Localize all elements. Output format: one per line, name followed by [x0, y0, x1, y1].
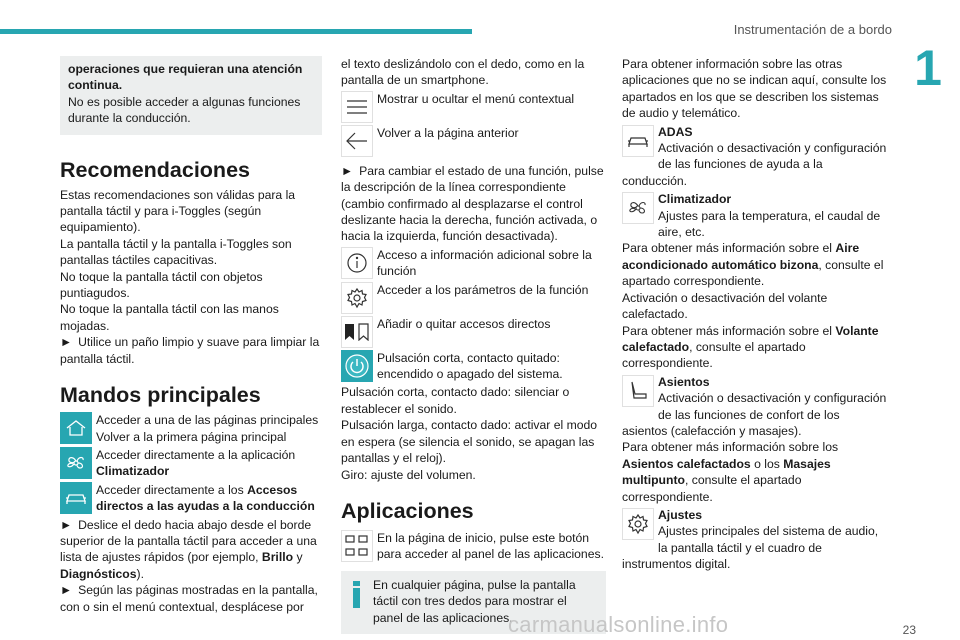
adas-bold: Accesos directos a las ayudas a la conducción — [96, 482, 315, 514]
clima-bold: Climatizador — [96, 464, 170, 479]
home-line-1: Acceder a una de las páginas principales — [96, 413, 319, 428]
power-text: Pulsación corta, contacto quitado: encendido o apagado del sistema. — [377, 350, 563, 382]
back-text: Volver a la página anterior — [377, 125, 519, 140]
section-title-mandos: Mandos principales — [60, 383, 261, 408]
watermark: carmanualsonline.info — [508, 612, 729, 637]
column-1 — [60, 56, 322, 615]
column-3 — [622, 56, 888, 573]
menu-icon — [341, 91, 373, 123]
adas-block — [622, 124, 888, 190]
col3-intro: Para obtener información sobre las otras aplicaciones que no se indican aquí, consulte los apartados en los que se describen los sistemas de audio y telemático. — [622, 57, 887, 121]
volante-more: Para obtener más información sobre el Volante calefactado, consulte el apartado correspondiente. — [622, 323, 879, 371]
gear-icon — [622, 508, 654, 540]
mando-home-row — [60, 412, 322, 445]
rec-para-4: No toque la pantalla táctil con las manos mojadas. — [60, 302, 279, 333]
fan-icon — [622, 192, 654, 224]
settings-text: Acceder a los parámetros de la función — [377, 282, 589, 297]
info-i-icon — [349, 581, 363, 626]
back-row — [341, 125, 606, 157]
shortcut-text: Añadir o quitar accesos directos — [377, 316, 551, 331]
note-box — [60, 56, 322, 135]
bullet-arrow-icon: ► — [341, 163, 354, 178]
adas-title: ADAS — [658, 124, 693, 139]
mando-adas-row — [60, 482, 322, 515]
asientos-text: Activación o desactivación y configuración de las funciones de confort de los asientos (calefacción y masajes). — [622, 391, 887, 438]
power-icon — [341, 350, 373, 382]
page-header-title: Instrumentación de a bordo — [733, 22, 892, 37]
car-icon — [622, 125, 654, 157]
apps-row — [341, 530, 606, 563]
col2-bullet: ► Para cambiar el estado de una función, pulse la descripción de la línea correspondiente (cambio confirmado al desplazarse el control deslizante hacia la derecha, función activada, o hacia la izquierda, función desactivada). — [341, 163, 604, 244]
home-icon — [60, 412, 92, 444]
page-number: 23 — [902, 623, 916, 637]
gear-icon — [341, 282, 373, 314]
ajustes-title: Ajustes — [658, 507, 703, 522]
bookmark-icon — [341, 316, 373, 348]
shortcut-row — [341, 316, 606, 348]
car-icon — [60, 482, 92, 514]
mando-clima-row — [60, 447, 322, 480]
rec-para-3: No toque la pantalla táctil con objetos puntiagudos. — [60, 269, 263, 301]
asientos-more: Para obtener más información sobre los Asientos calefactados o los Masajes multipunto, consulte el apartado correspondiente. — [622, 440, 839, 504]
apps-text: En la página de inicio, pulse este botón para acceder al panel de las aplicaciones. — [377, 530, 604, 562]
clima-title: Climatizador — [658, 192, 732, 207]
rec-bullet — [60, 334, 322, 367]
menu-text: Mostrar u ocultar el menú contextual — [377, 91, 575, 106]
ajustes-text: Ajustes principales del sistema de audio, la pantalla táctil y el cuadro de instrumentos digital. — [622, 524, 879, 572]
power-para-2: Pulsación larga, contacto dado: activar el modo en espera (se silencia el sonido, se apagan las pantallas y el reloj). — [341, 418, 598, 466]
tip-text: En cualquier página, pulse la pantalla táctil con tres dedos para mostrar el panel de las aplicaciones. — [373, 577, 576, 625]
note-text: No es posible acceder a algunas funciones durante la conducción. — [68, 94, 301, 126]
info-icon — [341, 247, 373, 279]
clima-more: Para obtener más información sobre el Aire acondicionado automático bizona, consulte el apartado correspondiente. — [622, 241, 884, 289]
clima-block — [622, 191, 888, 240]
rec-para-1: Estas recomendaciones son válidas para la pantalla táctil y para i-Toggles (según equipamiento). — [60, 187, 296, 235]
home-line-2: Volver a la primera página principal — [96, 429, 287, 444]
info-text: Acceso a información adicional sobre la función — [377, 247, 592, 279]
col2-intro: el texto deslizándolo con el dedo, como en la pantalla de un smartphone. — [341, 57, 585, 88]
clima-pre: Acceder directamente a la aplicación — [96, 447, 296, 462]
header-accent-bar — [0, 29, 472, 34]
chapter-number: 1 — [914, 40, 942, 96]
adas-text: Activación o desactivación y configuración de las funciones de ayuda a la conducción. — [622, 141, 887, 188]
power-para-3: Giro: ajuste del volumen. — [341, 467, 476, 482]
ajustes-block — [622, 507, 888, 573]
bullet-arrow-icon: ► — [60, 335, 73, 350]
rec-para-2: La pantalla táctil y la pantalla i-Toggles son pantallas táctiles capacitivas. — [60, 236, 292, 268]
back-arrow-icon — [341, 125, 373, 157]
asientos-title: Asientos — [658, 374, 710, 389]
power-para-1: Pulsación corta, contacto dado: silenciar o restablecer el sonido. — [341, 385, 570, 416]
adas-pre: Acceder directamente a los — [96, 482, 244, 497]
seat-icon — [622, 375, 654, 407]
volante-text: Activación o desactivación del volante calefactado. — [622, 290, 828, 322]
menu-row — [341, 91, 606, 123]
bullet-arrow-icon: ► — [60, 517, 73, 532]
bullet-arrow-icon: ► — [60, 583, 73, 598]
asientos-block — [622, 374, 888, 440]
mando-bullet-3: ► Según las páginas mostradas en la pantalla, con o sin el menú contextual, desplácese por — [60, 583, 318, 614]
info-row — [341, 247, 606, 280]
column-2 — [341, 56, 606, 634]
section-title-aplicaciones: Aplicaciones — [341, 498, 474, 523]
settings-row — [341, 282, 606, 314]
section-title-recomendaciones: Recomendaciones — [60, 157, 250, 182]
note-bold: operaciones que requieran una atención continua. — [68, 62, 303, 93]
rec-bullet-text: Utilice un paño limpio y suave para limpiar la pantalla táctil. — [60, 335, 320, 366]
clima-text: Ajustes para la temperatura, el caudal de aire, etc. — [658, 208, 881, 240]
power-row — [341, 350, 606, 383]
fan-icon — [60, 447, 92, 479]
mando-bullet-2: ► Deslice el dedo hacia abajo desde el borde superior de la pantalla táctil para acceder a una lista de ajustes rápidos (por ejemplo, Brillo y Diagnósticos). — [60, 517, 317, 581]
apps-grid-icon — [341, 530, 373, 562]
